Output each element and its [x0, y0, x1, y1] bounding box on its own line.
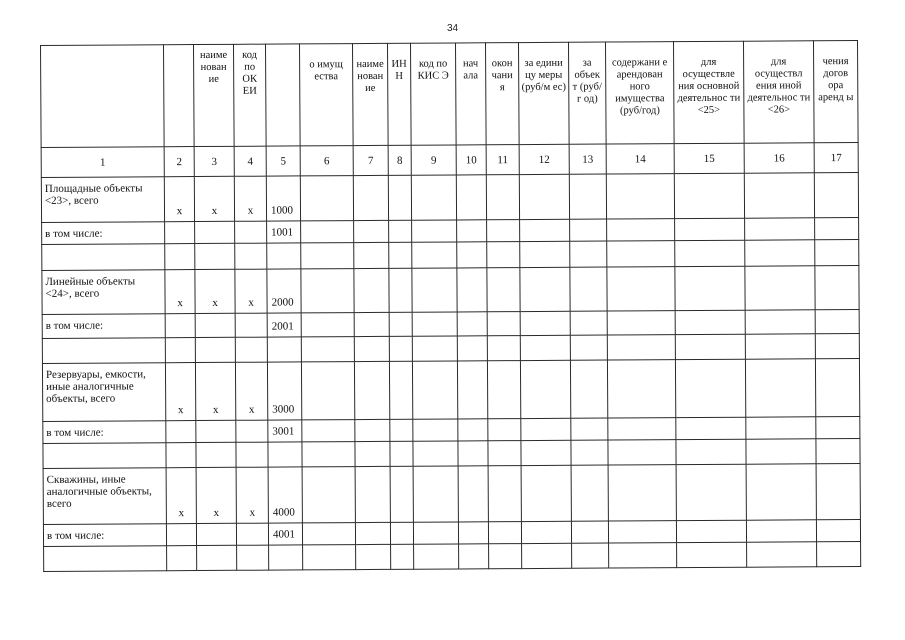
x-mark: x	[166, 468, 196, 524]
header-cell-7: наиме нован ие	[352, 43, 388, 145]
header-cell-3: наиме нован ие	[194, 44, 235, 146]
header-cell-6: о имущ ества	[299, 44, 353, 146]
row-label	[42, 244, 165, 271]
column-number: 13	[569, 144, 606, 174]
row-code: 3001	[268, 420, 302, 442]
x-mark: x	[236, 467, 268, 523]
row-code: 4000	[268, 467, 302, 523]
column-number: 14	[606, 144, 674, 174]
header-cell-9: код по КИС Э	[410, 43, 456, 145]
x-mark: x	[165, 363, 195, 421]
x-mark	[235, 221, 267, 243]
column-number-row	[41, 143, 858, 178]
row-label: в том числе:	[42, 314, 165, 339]
row-label: Скважины, иные аналогичные объекты, всего	[43, 468, 166, 525]
row-label: Площадные объекты <23>, всего	[41, 177, 164, 223]
header-cell-2	[164, 45, 195, 147]
header-cell-17: чения догов ора аренд ы	[813, 41, 858, 143]
x-mark	[166, 421, 196, 443]
x-mark: x	[235, 362, 267, 420]
column-number: 3	[194, 146, 234, 176]
table-row	[43, 463, 860, 524]
x-mark	[236, 523, 268, 545]
x-mark	[196, 420, 236, 442]
column-number: 5	[266, 146, 300, 176]
column-number: 16	[744, 143, 814, 173]
column-number: 8	[388, 145, 411, 175]
lease-objects-table	[40, 40, 861, 572]
column-number: 4	[234, 146, 266, 176]
x-mark: x	[194, 176, 234, 221]
header-cell-15: для осуществле ния основной деятельнос ти <25>	[673, 41, 744, 143]
row-code: 2000	[267, 269, 301, 313]
column-number: 11	[486, 145, 519, 175]
header-cell-8: ИН Н	[387, 43, 411, 145]
x-mark	[196, 523, 236, 545]
table-row	[44, 541, 861, 571]
row-code: 2001	[267, 313, 301, 337]
row-code: 1001	[267, 221, 301, 243]
table-row	[41, 173, 858, 223]
row-label	[43, 443, 166, 469]
column-number: 2	[164, 147, 194, 177]
column-number: 6	[300, 146, 353, 176]
x-mark: x	[195, 269, 235, 313]
table-row	[42, 359, 859, 422]
row-label: в том числе:	[43, 421, 166, 444]
row-label: Резервуары, емкости, иные аналогичные объекты, всего	[42, 363, 165, 422]
header-cell-4: код по ОК ЕИ	[233, 44, 266, 146]
header-cell-14: содержани е арендован ного имущества (руб/год)	[605, 42, 674, 144]
row-code: 3000	[267, 362, 301, 420]
column-number: 15	[674, 143, 744, 173]
x-mark	[165, 222, 195, 244]
x-mark	[195, 313, 235, 337]
x-mark: x	[164, 177, 194, 222]
x-mark	[166, 524, 196, 546]
column-number: 12	[519, 144, 569, 174]
header-cell-11: окон чани я	[485, 43, 519, 145]
row-label	[42, 338, 165, 364]
header-cell-5	[265, 44, 300, 146]
header-row	[41, 41, 859, 148]
header-cell-12: за едини цу меры (руб/м ес)	[518, 42, 569, 144]
row-code: 1000	[266, 176, 300, 221]
column-number: 10	[456, 145, 486, 175]
x-mark: x	[235, 269, 267, 313]
header-cell-10: нач ала	[455, 43, 486, 145]
x-mark: x	[195, 362, 235, 420]
x-mark: x	[234, 176, 266, 221]
x-mark: x	[165, 270, 195, 314]
column-number: 1	[41, 147, 164, 178]
column-number: 7	[353, 145, 388, 175]
x-mark	[165, 314, 195, 338]
table-row	[42, 266, 859, 315]
row-label: Линейные объекты <24>, всего	[42, 270, 165, 315]
x-mark	[236, 420, 268, 442]
row-label: в том числе:	[43, 524, 166, 547]
column-number: 9	[411, 145, 456, 175]
x-mark	[235, 313, 267, 337]
header-cell-1	[41, 45, 165, 148]
x-mark: x	[196, 467, 236, 523]
header-cell-16: для осуществл ения иной деятельнос ти <26>	[743, 41, 814, 143]
row-label	[44, 546, 167, 572]
row-label: в том числе:	[42, 222, 165, 245]
x-mark	[195, 221, 235, 243]
row-code: 4001	[268, 523, 302, 545]
column-number: 17	[814, 143, 858, 173]
header-cell-13: за объек т (руб/г од)	[568, 42, 606, 144]
page-number: 34	[446, 23, 459, 34]
